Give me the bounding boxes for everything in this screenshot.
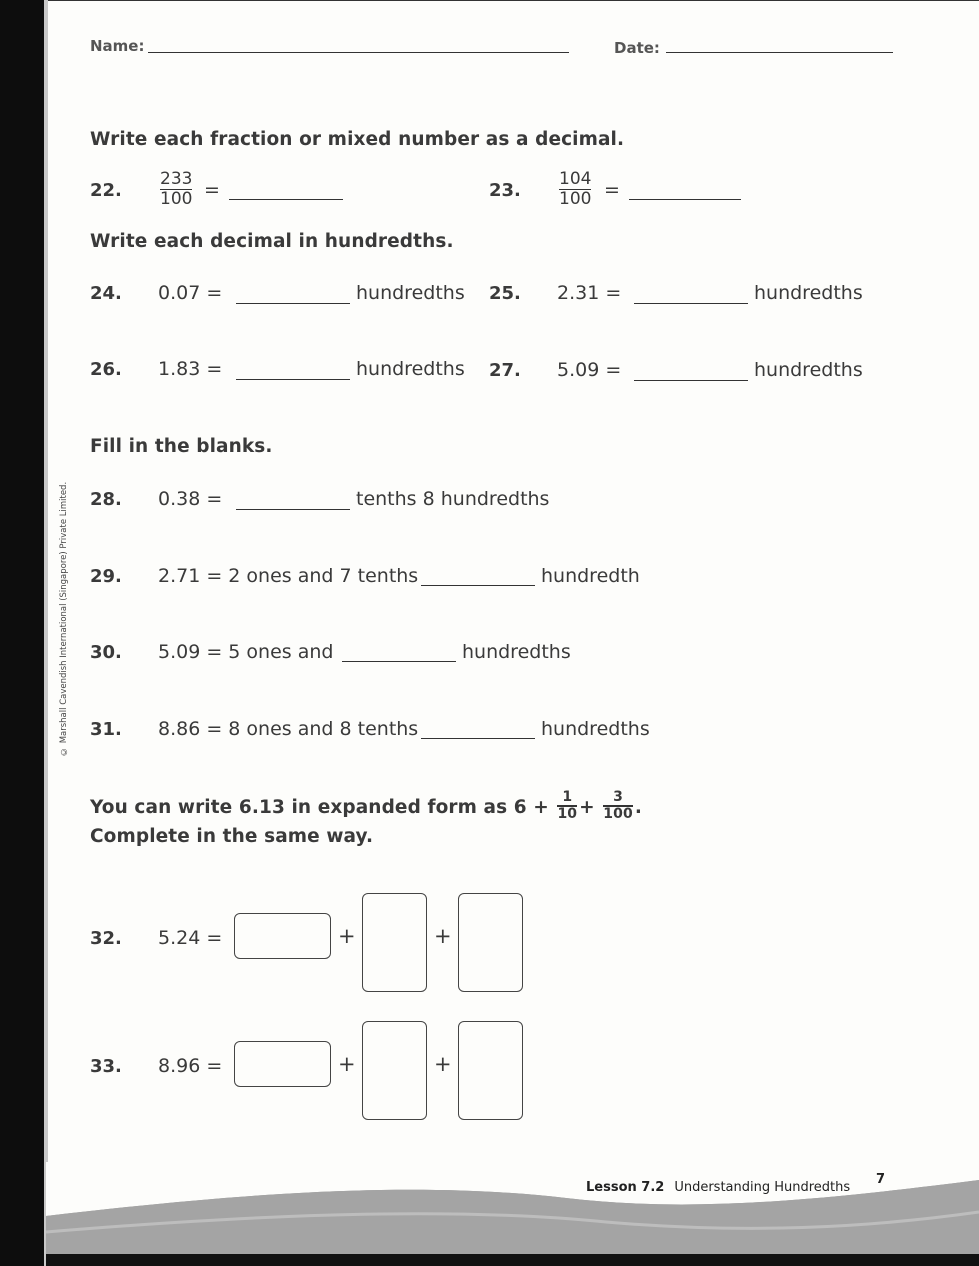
q32-ones-box[interactable] bbox=[234, 913, 331, 959]
section4-period: . bbox=[634, 796, 642, 818]
q23-answer-blank[interactable] bbox=[629, 199, 741, 200]
frac1-numerator: 1 bbox=[562, 789, 573, 805]
q31-number: 31. bbox=[90, 719, 122, 740]
lesson-number: Lesson 7.2 bbox=[586, 1180, 665, 1195]
q25-number: 25. bbox=[489, 283, 521, 304]
scan-bottom-edge bbox=[46, 1254, 979, 1266]
q29-number: 29. bbox=[90, 566, 122, 587]
q23-numerator: 104 bbox=[559, 169, 592, 189]
q24-number: 24. bbox=[90, 283, 122, 304]
section4-plus: + bbox=[579, 796, 595, 818]
q22-number: 22. bbox=[90, 180, 122, 201]
q25-unit: hundredths bbox=[754, 282, 863, 304]
q29-rhs: hundredth bbox=[541, 565, 640, 587]
q25-answer-blank[interactable] bbox=[634, 303, 748, 304]
copyright-notice: © Marshall Cavendish International (Singapore) Private Limited. bbox=[59, 481, 69, 756]
q22-numerator: 233 bbox=[160, 169, 193, 189]
q26-number: 26. bbox=[90, 359, 122, 380]
q22-answer-blank[interactable] bbox=[229, 199, 343, 200]
section3-heading: Fill in the blanks. bbox=[90, 436, 273, 457]
q28-answer-blank[interactable] bbox=[236, 509, 350, 510]
q25-lhs: 2.31 = bbox=[557, 282, 622, 304]
date-label: Date: bbox=[614, 39, 660, 57]
q23-fraction bbox=[559, 170, 591, 209]
q30-rhs: hundredths bbox=[462, 641, 571, 663]
q26-unit: hundredths bbox=[356, 358, 465, 380]
q32-hundredths-box[interactable] bbox=[458, 893, 523, 992]
lesson-title: Understanding Hundredths bbox=[674, 1180, 851, 1195]
section1-heading: Write each fraction or mixed number as a decimal. bbox=[90, 129, 625, 150]
q24-lhs: 0.07 = bbox=[158, 282, 223, 304]
q28-rhs: tenths 8 hundredths bbox=[356, 488, 550, 510]
q31-lhs: 8.86 = 8 ones and 8 tenths bbox=[158, 718, 419, 740]
q22-denominator: 100 bbox=[160, 189, 193, 209]
q33-plus-1: + bbox=[338, 1052, 356, 1076]
q32-plus-2: + bbox=[434, 924, 452, 948]
frac1-denominator: 10 bbox=[557, 805, 578, 822]
name-label: Name: bbox=[90, 37, 145, 55]
q33-ones-box[interactable] bbox=[234, 1041, 331, 1087]
section2-heading: Write each decimal in hundredths. bbox=[90, 231, 454, 252]
section4-heading bbox=[90, 789, 642, 824]
q33-number: 33. bbox=[90, 1056, 122, 1077]
q30-answer-blank[interactable] bbox=[342, 661, 456, 662]
expanded-fraction-tenths bbox=[557, 790, 577, 822]
q27-answer-blank[interactable] bbox=[634, 380, 748, 381]
footer-band bbox=[46, 1162, 979, 1254]
q33-lhs: 8.96 = bbox=[158, 1055, 223, 1077]
q24-answer-blank[interactable] bbox=[236, 303, 350, 304]
section4-heading-text: You can write 6.13 in expanded form as 6 + bbox=[90, 796, 549, 818]
q32-number: 32. bbox=[90, 928, 122, 949]
scan-left-shadow bbox=[44, 0, 48, 1266]
q31-rhs: hundredths bbox=[541, 718, 650, 740]
scan-left-edge bbox=[0, 0, 46, 1266]
q30-number: 30. bbox=[90, 642, 122, 663]
q28-number: 28. bbox=[90, 489, 122, 510]
scan-top-edge bbox=[48, 0, 979, 1]
name-line[interactable] bbox=[148, 52, 569, 53]
q26-lhs: 1.83 = bbox=[158, 358, 223, 380]
q22-fraction bbox=[160, 170, 192, 209]
footer-lesson bbox=[586, 1180, 850, 1195]
q27-number: 27. bbox=[489, 360, 521, 381]
q30-lhs: 5.09 = 5 ones and bbox=[158, 641, 334, 663]
q23-number: 23. bbox=[489, 180, 521, 201]
q33-plus-2: + bbox=[434, 1052, 452, 1076]
expanded-fraction-hundredths bbox=[603, 790, 633, 822]
page-number: 7 bbox=[876, 1172, 886, 1187]
q23-equals: = bbox=[604, 179, 620, 201]
q32-tenths-box[interactable] bbox=[362, 893, 427, 992]
q33-hundredths-box[interactable] bbox=[458, 1021, 523, 1120]
q29-answer-blank[interactable] bbox=[421, 585, 535, 586]
q24-unit: hundredths bbox=[356, 282, 465, 304]
q27-lhs: 5.09 = bbox=[557, 359, 622, 381]
q28-lhs: 0.38 = bbox=[158, 488, 223, 510]
q32-lhs: 5.24 = bbox=[158, 927, 223, 949]
section4-heading-line2: Complete in the same way. bbox=[90, 826, 374, 847]
date-line[interactable] bbox=[666, 52, 893, 53]
q26-answer-blank[interactable] bbox=[236, 379, 350, 380]
q29-lhs: 2.71 = 2 ones and 7 tenths bbox=[158, 565, 419, 587]
q32-plus-1: + bbox=[338, 924, 356, 948]
footer-wave-decoration bbox=[46, 1162, 979, 1254]
q27-unit: hundredths bbox=[754, 359, 863, 381]
frac2-numerator: 3 bbox=[613, 789, 623, 805]
q23-denominator: 100 bbox=[559, 189, 592, 209]
frac2-denominator: 100 bbox=[603, 805, 633, 822]
q33-tenths-box[interactable] bbox=[362, 1021, 427, 1120]
q22-equals: = bbox=[204, 179, 220, 201]
q31-answer-blank[interactable] bbox=[421, 738, 535, 739]
